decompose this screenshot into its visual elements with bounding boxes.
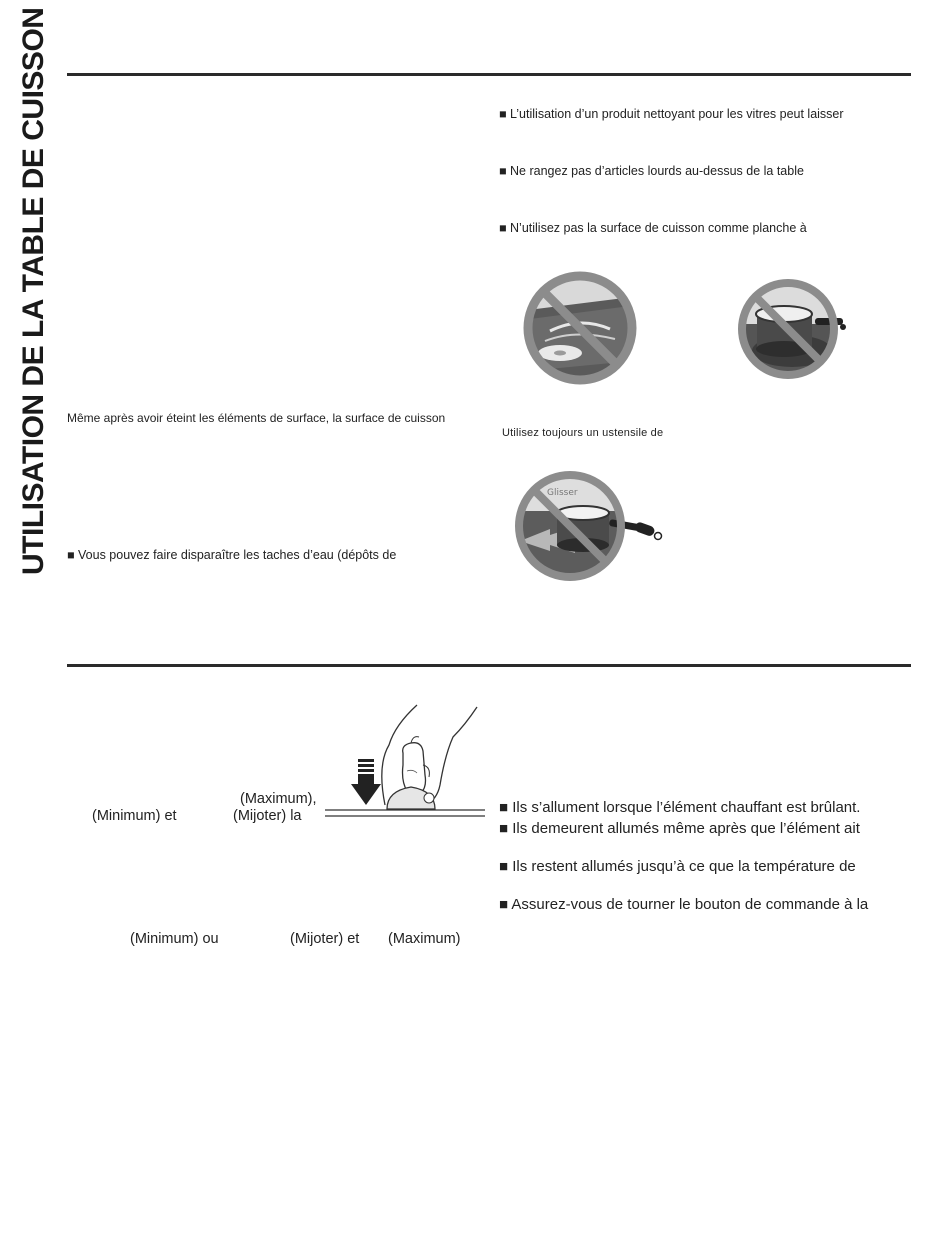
label-minimum-et: (Minimum) et xyxy=(92,808,177,824)
bullet-lights-on: ■ Ils s’allument lorsque l’élément chauffant est brûlant. xyxy=(499,799,861,816)
bullet-lights-until: ■ Ils restent allumés jusqu’à ce que la température de xyxy=(499,858,856,875)
bullet-glass-cleaner: ■ L’utilisation d’un produit nettoyant pour les vitres peut laisser xyxy=(499,107,844,121)
bottom-section-rule xyxy=(67,664,911,667)
label-mijoter-et: (Mijoter) et xyxy=(290,931,360,947)
bullet-water-stains: ■ Vous pouvez faire disparaître les taches d’eau (dépôts de xyxy=(67,548,397,562)
side-title: UTILISATION DE LA TABLE DE CUISSON xyxy=(17,7,50,575)
bullet-lights-stay: ■ Ils demeurent allumés même après que l’élément ait xyxy=(499,820,860,837)
top-section-rule xyxy=(67,73,911,76)
surface-hot-text: Même après avoir éteint les éléments de surface, la surface de cuisson xyxy=(67,411,446,425)
bullet-turn-knob: ■ Assurez-vous de tourner le bouton de commande à la xyxy=(499,896,869,913)
push-knob-illustration xyxy=(325,695,485,820)
label-mijoter-la: (Mijoter) la xyxy=(233,808,302,824)
no-pot-storage-illustration xyxy=(737,279,857,384)
bullet-heavy-items: ■ Ne rangez pas d’articles lourds au-dessus de la table xyxy=(499,164,804,178)
no-cutting-board-illustration xyxy=(520,271,640,386)
slide-label: Glisser xyxy=(547,488,578,498)
utensil-caption: Utilisez toujours un ustensile de xyxy=(502,427,664,439)
label-maximum-2: (Maximum) xyxy=(388,931,461,947)
label-maximum: (Maximum), xyxy=(240,791,317,807)
no-sliding-pot-illustration xyxy=(515,471,675,586)
label-minimum-ou: (Minimum) ou xyxy=(130,931,219,947)
bullet-cutting-board: ■ N’utilisez pas la surface de cuisson comme planche à xyxy=(499,221,807,235)
